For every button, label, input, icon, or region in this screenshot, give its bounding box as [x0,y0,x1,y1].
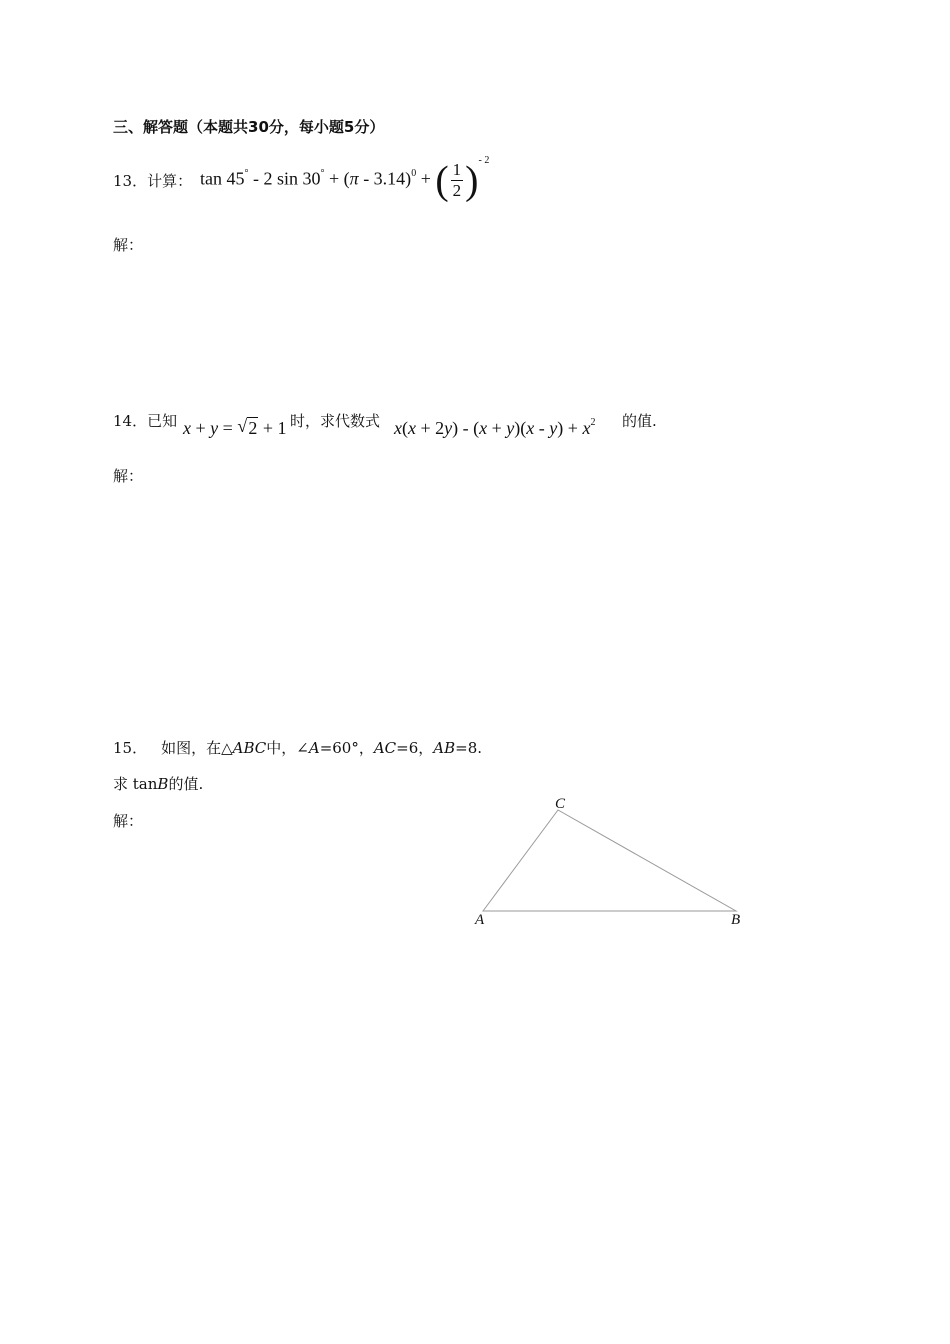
q13-number: 13．计算： [113,172,193,190]
q13-expr-deg1: ° [244,167,249,179]
vertex-label-c: C [555,796,566,812]
q15-line2-b: B [157,775,169,793]
q14-expr-t10: )( [514,418,527,438]
q15-line2-c: 的值. [168,775,204,793]
q13-answer-label: 解： [113,236,144,254]
vertex-label-a: A [475,912,485,928]
q13-expr-exp-neg2: - 2 [478,154,490,166]
q13-expr-part1: tan 45 [200,168,245,189]
q14-cond-plus: + [191,418,211,438]
q14-cond-y: y [210,418,219,438]
q13-frac-num: 1 [452,160,462,179]
triangle-abc [483,810,736,911]
q13-expr-part3: + ( [324,168,350,189]
section-title: 三、解答题（本题共30分，每小题5分） [113,118,385,136]
q13-expr-part4: - 3.14) [358,168,412,189]
q15-line1 [113,737,482,758]
q13-fraction [451,160,464,201]
q13-expr-pi: π [349,168,359,189]
q15-line1-c: =60°， [319,739,374,757]
q14-expr-t13: y [549,418,558,438]
q13-left-paren: ( [435,157,449,203]
q14-expr-t4: + 2 [416,418,445,438]
q15-line1-b: 中，∠ [266,739,309,757]
q14-expr-t8: + [487,418,507,438]
q15-tri: ABC [232,739,267,757]
q15-line1-e: =8. [455,739,483,757]
q14-cond-plus-one: + 1 [258,418,287,438]
q15-line1-a: 如图，在△ [161,739,233,757]
q13-frac-den: 2 [452,181,462,200]
q14-expr-t9: y [506,418,515,438]
q14-expr-t15: x [582,418,591,438]
q14-expr-t11: x [526,418,535,438]
q14-expr-t1: x [394,418,402,438]
q14-expr-t3: x [408,418,416,438]
q14-expression [394,418,595,439]
q14-expr-t6: ) - ( [452,418,480,438]
q15-line1-d: =6， [396,739,434,757]
q14-expr-t2: ( [402,418,408,438]
q14-expr-t5: y [444,418,453,438]
q15-ab: AB [433,739,456,757]
q15-ac: AC [373,739,397,757]
q15-answer-label: 解： [113,812,144,830]
q14-tail: 的值. [622,412,657,430]
q14-sqrt [237,418,258,439]
q13-right-paren: ) [465,157,479,203]
q13-expression [200,154,490,203]
q14-expr-exp2: 2 [590,417,596,428]
q13-expr-exp0: 0 [411,167,417,179]
q14-cond-eq: = [218,418,238,438]
q14-middle-text: 时，求代数式 [290,412,381,430]
q14-expr-t12: - [534,418,550,438]
q14-number: 14．已知 [113,412,178,430]
q15-line2-a: 求 tan [113,775,158,793]
q15-line2 [113,773,203,794]
q15-number: 15． [113,739,148,757]
q14-condition [183,418,286,439]
q14-cond-x: x [183,418,191,438]
q14-expr-t7: x [479,418,488,438]
q14-answer-label: 解： [113,467,144,485]
q14-sqrt-arg: 2 [248,418,258,438]
sqrt-radical-icon: √ [237,416,248,436]
triangle-figure [460,790,760,940]
q13-expr-part2: - 2 sin 30 [248,168,321,189]
q14-expr-t14: ) + [557,418,583,438]
vertex-label-b: B [731,912,741,928]
q15-ang-a: A [308,739,320,757]
q13-expr-part5: + [416,168,436,189]
q13-expr-deg2: ° [320,167,325,179]
